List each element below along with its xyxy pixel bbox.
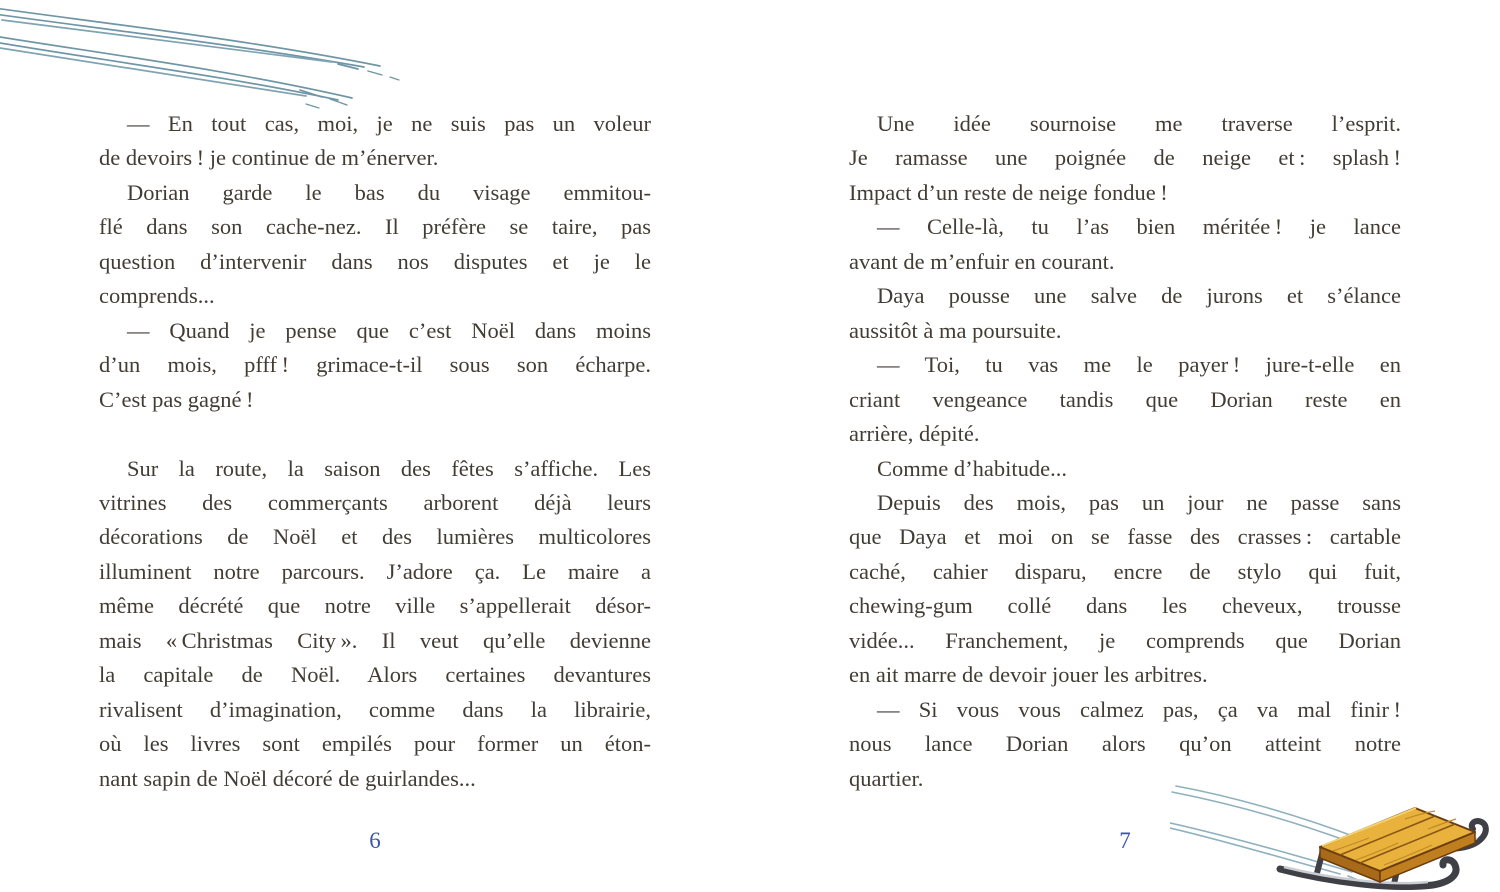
text-line: quartier.	[849, 765, 924, 791]
text-line: où les livres sont empilés pour former un éton-	[99, 731, 651, 757]
text-line: C’est pas gagné !	[99, 386, 254, 412]
page-number-right: 7	[1119, 828, 1131, 853]
text-line: la capitale de Noël. Alors certaines devantures	[99, 662, 651, 688]
text-line: arrière, dépité.	[849, 421, 980, 447]
text-line: question d’intervenir dans nos disputes et je le	[99, 248, 651, 274]
text-line: — Celle-là, tu l’as bien méritée ! je lance	[877, 214, 1401, 240]
page-6-text-block	[99, 107, 651, 796]
text-line: de devoirs ! je continue de m’énerver.	[99, 145, 439, 171]
text-line: illuminent notre parcours. J’adore ça. Le maire a	[99, 558, 651, 584]
sled-body	[1280, 808, 1486, 887]
text-line: Comme d’habitude...	[877, 455, 1067, 481]
text-line: rivalisent d’imagination, comme dans la librairie,	[99, 696, 651, 722]
text-line: — En tout cas, moi, je ne suis pas un voleur	[127, 111, 651, 136]
paragraph	[849, 486, 1401, 693]
paragraph	[99, 314, 651, 417]
text-line: chewing-gum collé dans les cheveux, trousse	[849, 593, 1401, 619]
text-line: Je ramasse une poignée de neige et : splash !	[849, 145, 1401, 171]
text-line: caché, cahier disparu, encre de stylo qui fuit,	[849, 558, 1401, 584]
text-line: aussitôt à ma poursuite.	[849, 317, 1062, 343]
text-line: même décrété que notre ville s’appellerait désor-	[99, 593, 651, 619]
text-line: — Si vous vous calmez pas, ça va mal finir !	[877, 696, 1401, 722]
text-line: flé dans son cache-nez. Il préfère se taire, pas	[99, 214, 651, 240]
paragraph	[849, 107, 1401, 210]
paragraph	[849, 210, 1401, 279]
page-7-text-block	[849, 107, 1401, 796]
text-line: vidée... Franchement, je comprends que Dorian	[849, 627, 1401, 653]
text-line: décorations de Noël et des lumières multicolores	[99, 524, 651, 550]
text-line: Dorian garde le bas du visage emmitou-	[127, 179, 651, 205]
text-line: Depuis des mois, pas un jour ne passe sans	[877, 489, 1401, 515]
text-line: nant sapin de Noël décoré de guirlandes...	[99, 765, 476, 791]
text-line: criant vengeance tandis que Dorian reste en	[849, 386, 1401, 412]
text-line: Impact d’un reste de neige fondue !	[849, 179, 1168, 205]
text-line: que Daya et moi on se fasse des crasses : cartable	[849, 524, 1401, 550]
text-line: comprends...	[99, 283, 215, 309]
text-line: nous lance Dorian alors qu’on atteint notre	[849, 731, 1401, 757]
text-line: vitrines des commerçants arborent déjà leurs	[99, 489, 651, 515]
text-line: Daya pousse une salve de jurons et s’élance	[877, 283, 1401, 309]
paragraph	[849, 452, 1401, 486]
text-line: — Toi, tu vas me le payer ! jure-t-elle en	[877, 352, 1401, 378]
text-line: en ait marre de devoir jouer les arbitres.	[849, 662, 1208, 688]
sled-trail-swoosh-icon	[0, 0, 400, 115]
sled-illustration	[1170, 772, 1500, 892]
paragraph	[849, 348, 1401, 451]
text-line: Sur la route, la saison des fêtes s’affiche. Les	[127, 455, 651, 481]
text-line: avant de m’enfuir en courant.	[849, 248, 1115, 274]
text-line: mais « Christmas City ». Il veut qu’elle devienne	[99, 627, 651, 653]
paragraph	[99, 452, 651, 797]
page-number-left: 6	[369, 828, 381, 853]
text-line: Une idée sournoise me traverse l’esprit.	[877, 111, 1401, 136]
paragraph	[99, 107, 651, 176]
paragraph	[99, 176, 651, 314]
text-line: — Quand je pense que c’est Noël dans moins	[127, 317, 651, 343]
paragraph	[849, 279, 1401, 348]
text-line: d’un mois, pfff ! grimace-t-il sous son écharpe.	[99, 352, 651, 378]
